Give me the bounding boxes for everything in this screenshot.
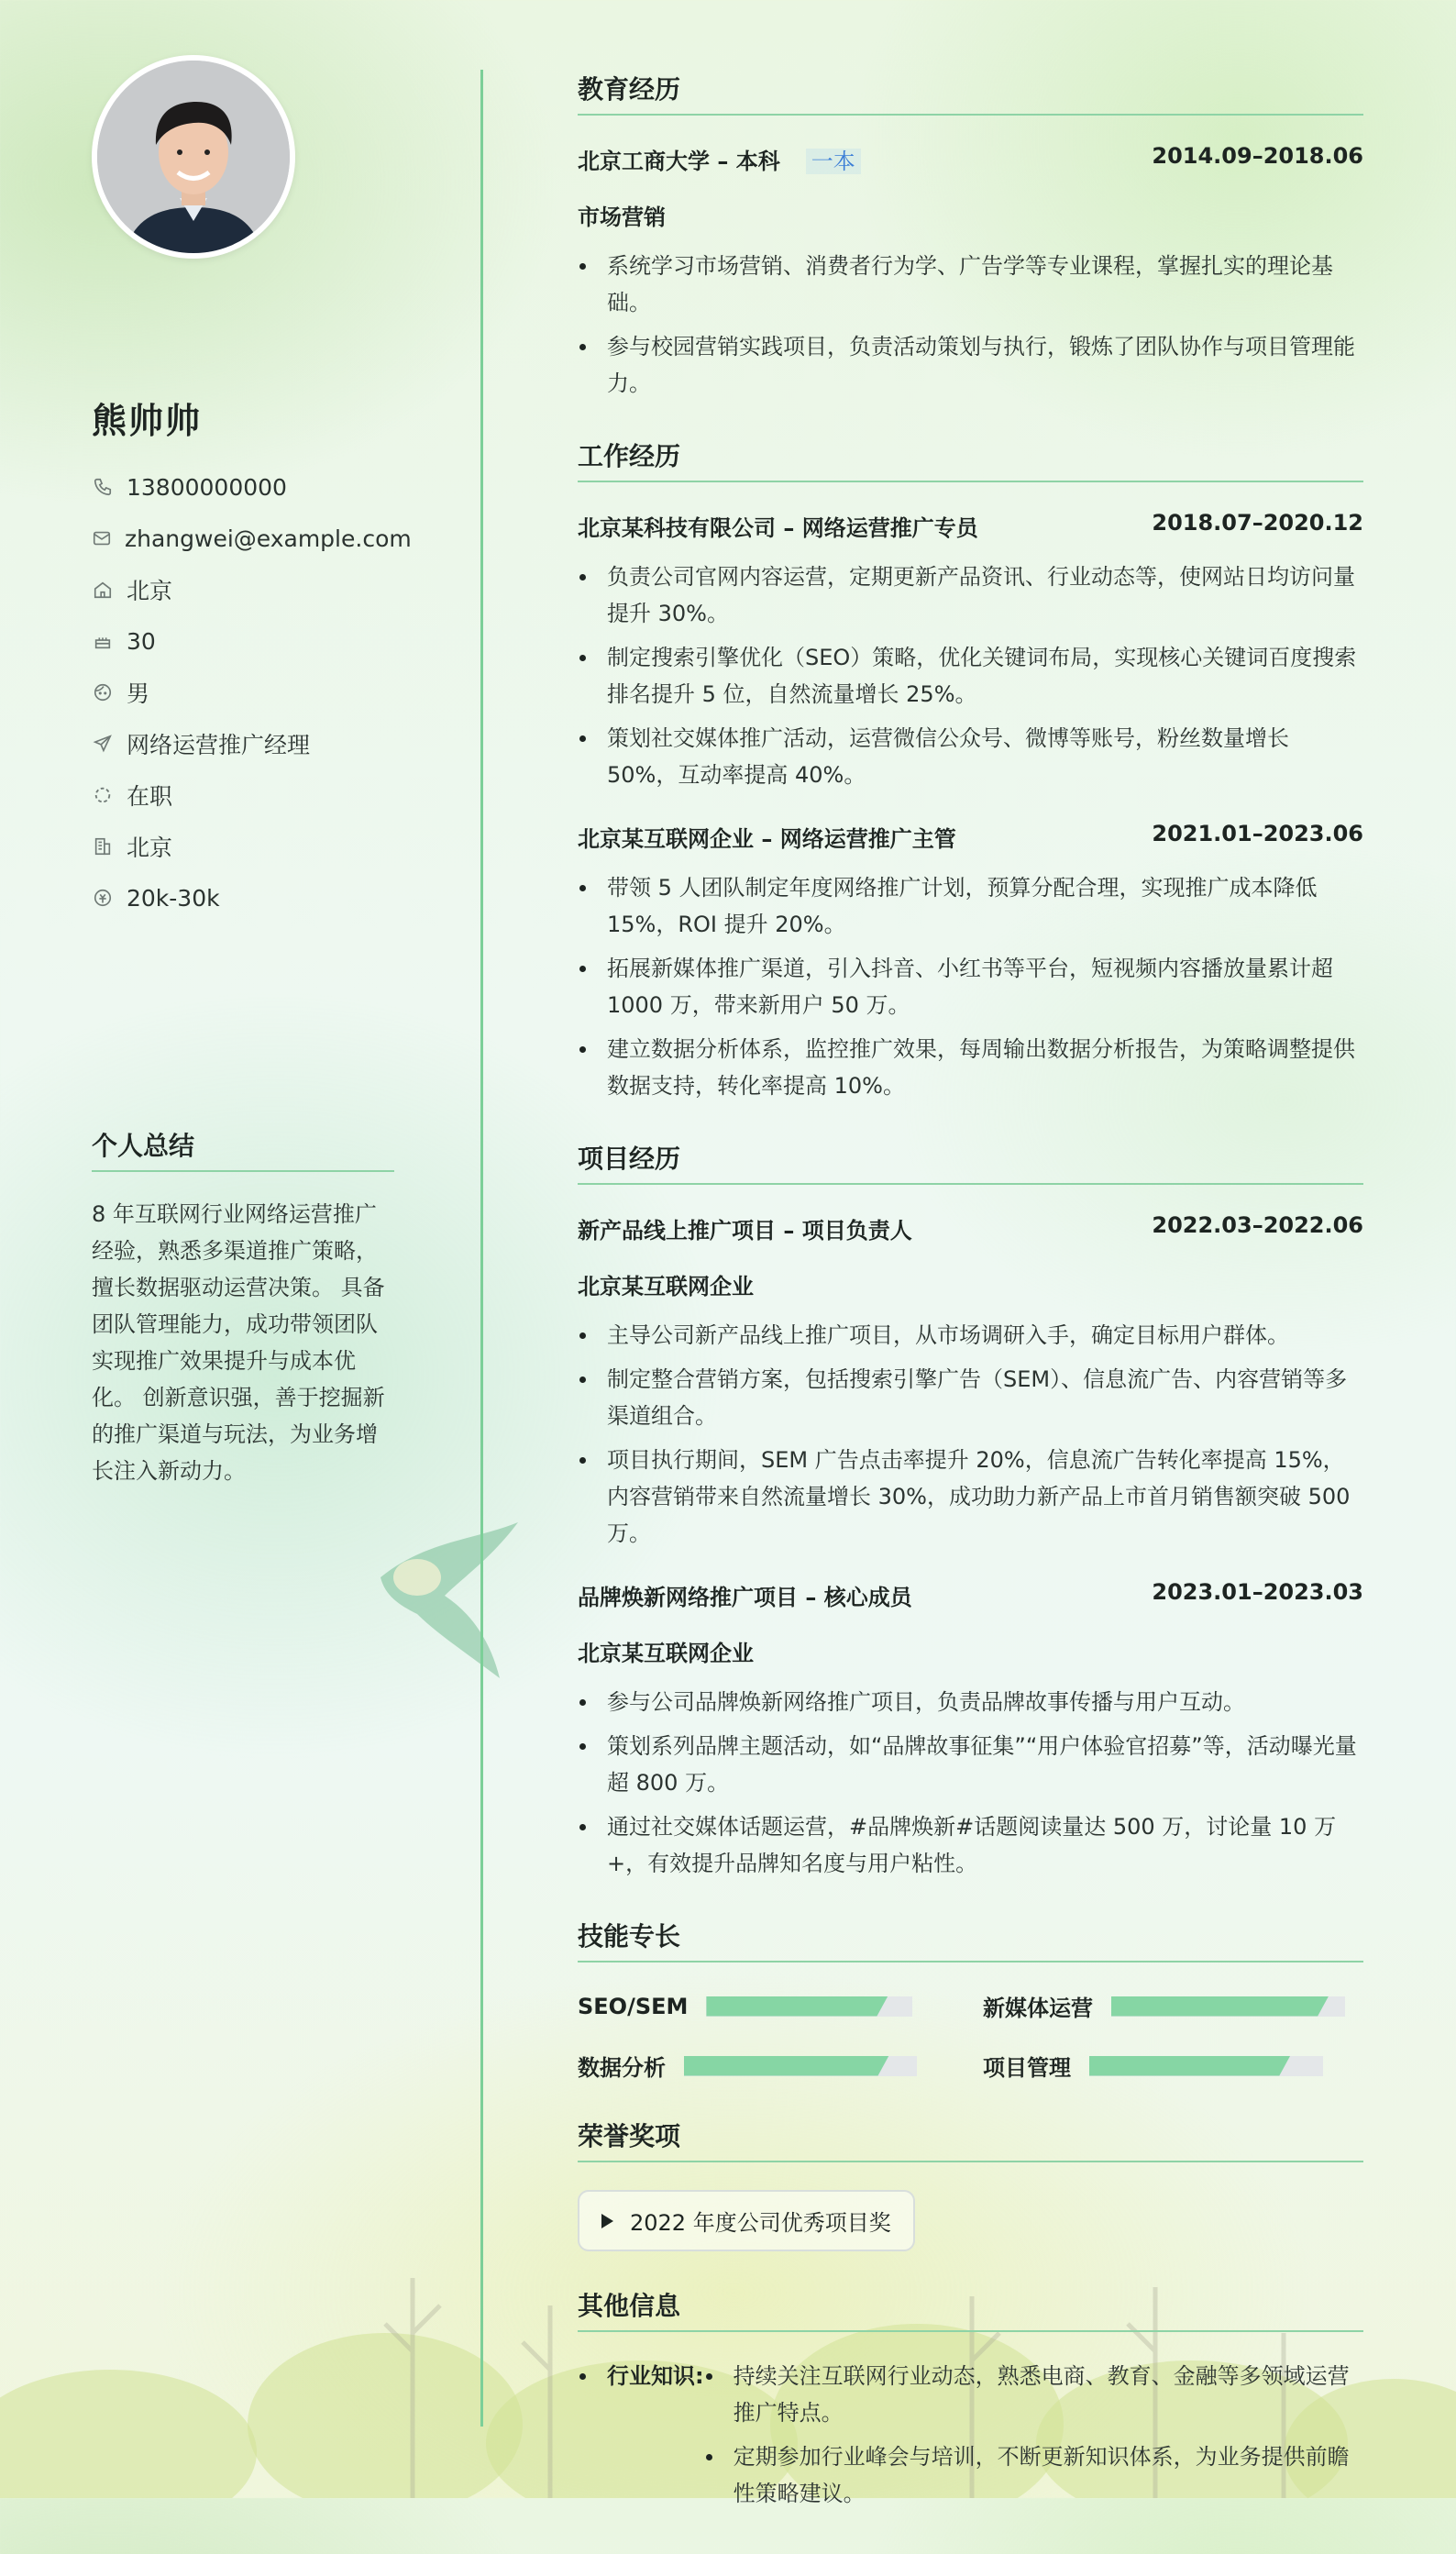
work-bullets <box>578 869 1363 1104</box>
project-bullets <box>578 1317 1363 1552</box>
list-item: 通过社交媒体话题运营，#品牌焕新#话题阅读量达 500 万，讨论量 10 万+，有效提升品牌知名度与用户粘性。 <box>578 1808 1363 1882</box>
skill-name: 项目管理 <box>983 2055 1071 2081</box>
contact-status <box>92 769 394 821</box>
salary-icon <box>92 887 114 909</box>
play-icon <box>601 2214 613 2228</box>
skill-bar <box>684 2056 917 2076</box>
summary-text: 8 年互联网行业网络运营推广经验，熟悉多渠道推广策略，擅长数据驱动运营决策。 具备团队管理能力，成功带领团队实现推广效果提升与成本优化。 创新意识强，善于挖掘新的推广渠道与玩法，为业务增长注入新动力。 <box>92 1201 385 1484</box>
contact-age <box>92 615 394 667</box>
project-date: 2023.01–2023.03 <box>1152 1579 1363 1605</box>
project-entry <box>578 1212 1363 1552</box>
list-item: 主导公司新产品线上推广项目，从市场调研入手，确定目标用户群体。 <box>578 1317 1363 1354</box>
summary-title: 个人总结 <box>92 1126 394 1172</box>
avatar <box>92 55 295 259</box>
other-title: 其他信息 <box>578 2286 1363 2332</box>
skill-bar-fill <box>706 1996 888 2017</box>
contact-city <box>92 821 394 872</box>
skill-bar-fill <box>684 2056 889 2076</box>
list-item: 参与校园营销实践项目，负责活动策划与执行，锻炼了团队协作与项目管理能力。 <box>578 328 1363 402</box>
status-icon <box>92 784 114 806</box>
project-head: 新产品线上推广项目 – 项目负责人 <box>578 1218 912 1244</box>
mail-icon <box>92 527 112 549</box>
education-section <box>578 70 1363 402</box>
work-head: 北京某互联网企业 – 网络运营推广主管 <box>578 826 956 852</box>
profile-name: 熊帅帅 <box>92 401 203 441</box>
work-date: 2018.07–2020.12 <box>1152 510 1363 536</box>
list-item: 参与公司品牌焕新网络推广项目，负责品牌故事传播与用户互动。 <box>578 1684 1363 1720</box>
skill-item <box>983 2050 1363 2082</box>
skill-name: 数据分析 <box>578 2055 666 2081</box>
email-text: zhangwei@example.com <box>125 525 412 552</box>
education-title: 教育经历 <box>578 70 1363 116</box>
skill-name: 新媒体运营 <box>983 1996 1093 2021</box>
age-text: 30 <box>127 627 156 655</box>
skill-bar <box>706 1996 912 2017</box>
work-entry <box>578 821 1363 1104</box>
list-item: 持续关注互联网行业动态，熟悉电商、教育、金融等多领域运营推广特点。 <box>704 2358 1363 2431</box>
awards-title: 荣誉奖项 <box>578 2117 1363 2162</box>
status-text: 在职 <box>127 783 173 810</box>
swallow-illustration <box>362 1504 564 1687</box>
skill-item <box>578 1990 983 2022</box>
skill-bar-fill <box>1089 2056 1290 2076</box>
project-entry <box>578 1579 1363 1882</box>
project-bullets <box>578 1684 1363 1882</box>
work-entry <box>578 510 1363 793</box>
list-item: 制定搜索引擎优化（SEO）策略，优化关键词布局，实现核心关键词百度搜索排名提升 5 位，自然流量增长 25%。 <box>578 639 1363 713</box>
work-section <box>578 437 1363 1104</box>
award-item[interactable] <box>578 2190 915 2251</box>
education-entry <box>578 143 1363 402</box>
skill-item <box>983 1990 1363 2022</box>
list-item: 建立数据分析体系，监控推广效果，每周输出数据分析报告，为策略调整提供数据支持，转化率提高 10%。 <box>578 1031 1363 1104</box>
list-item: 项目执行期间，SEM 广告点击率提升 20%，信息流广告转化率提高 15%，内容营销带来自然流量增长 30%，成功助力新产品上市首月销售额突破 500 万。 <box>578 1442 1363 1552</box>
list-item: 定期参加行业峰会与培训，不断更新知识体系，为业务提供前瞻性策略建议。 <box>704 2438 1363 2512</box>
location-text: 北京 <box>127 578 173 604</box>
contact-phone <box>92 461 394 513</box>
award-text: 2022 年度公司优秀项目奖 <box>630 2210 891 2236</box>
face-icon <box>92 681 114 703</box>
education-bullets <box>578 248 1363 402</box>
project-date: 2022.03–2022.06 <box>1152 1212 1363 1238</box>
project-company: 北京某互联网企业 <box>578 1274 754 1299</box>
contact-salary <box>92 872 394 923</box>
project-head: 品牌焕新网络推广项目 – 核心成员 <box>578 1585 912 1610</box>
project-company: 北京某互联网企业 <box>578 1641 754 1666</box>
work-head: 北京某科技有限公司 – 网络运营推广专员 <box>578 515 978 541</box>
list-item: 拓展新媒体推广渠道，引入抖音、小红书等平台，短视频内容播放量累计超 1000 万，带来新用户 50 万。 <box>578 950 1363 1023</box>
city-text: 北京 <box>127 835 173 861</box>
phone-text: 13800000000 <box>127 473 287 501</box>
person-portrait-icon <box>97 61 290 253</box>
school-tag: 一本 <box>806 149 861 174</box>
summary-section <box>92 1126 394 1489</box>
school-name: 北京工商大学 – 本科 <box>578 149 780 174</box>
skill-item <box>578 2050 983 2082</box>
skills-title: 技能专长 <box>578 1917 1363 1962</box>
list-item: 带领 5 人团队制定年度网络推广计划，预算分配合理，实现推广成本降低 15%，ROI 提升 20%。 <box>578 869 1363 943</box>
list-item: 制定整合营销方案，包括搜索引擎广告（SEM）、信息流广告、内容营销等多渠道组合。 <box>578 1361 1363 1434</box>
list-item: 策划系列品牌主题活动，如“品牌故事征集”“用户体验官招募”等，活动曝光量超 800 万。 <box>578 1728 1363 1801</box>
send-icon <box>92 733 114 755</box>
projects-section <box>578 1139 1363 1882</box>
education-major: 市场营销 <box>578 205 666 230</box>
work-title: 工作经历 <box>578 437 1363 482</box>
skill-bar-fill <box>1111 1996 1329 2017</box>
phone-icon <box>92 476 114 498</box>
education-date: 2014.09–2018.06 <box>1152 143 1363 169</box>
skill-bar <box>1111 1996 1345 2017</box>
skill-bar <box>1089 2056 1323 2076</box>
other-label: 行业知识: <box>578 2358 704 2519</box>
projects-title: 项目经历 <box>578 1139 1363 1185</box>
list-item: 系统学习市场营销、消费者行为学、广告学等专业课程，掌握扎实的理论基础。 <box>578 248 1363 321</box>
gender-text: 男 <box>127 680 150 707</box>
work-date: 2021.01–2023.06 <box>1152 821 1363 846</box>
contact-position <box>92 718 394 769</box>
work-bullets <box>578 558 1363 793</box>
contact-location <box>92 564 394 615</box>
main-content <box>578 70 1363 2554</box>
skill-name: SEO/SEM <box>578 1993 689 2019</box>
profile-sidebar <box>92 55 412 923</box>
column-divider <box>480 70 483 2427</box>
contact-list <box>92 461 412 923</box>
building-icon <box>92 835 114 857</box>
cake-icon <box>92 630 114 652</box>
contact-gender <box>92 667 394 718</box>
contact-email <box>92 513 412 564</box>
home-icon <box>92 579 114 601</box>
salary-text: 20k-30k <box>127 884 220 912</box>
position-text: 网络运营推广经理 <box>127 732 311 758</box>
list-item: 负责公司官网内容运营，定期更新产品资讯、行业动态等，使网站日均访问量提升 30%。 <box>578 558 1363 632</box>
other-section <box>578 2286 1363 2519</box>
awards-section <box>578 2117 1363 2251</box>
list-item: 策划社交媒体推广活动，运营微信公众号、微博等账号，粉丝数量增长 50%，互动率提高 40%。 <box>578 720 1363 793</box>
skills-section <box>578 1917 1363 2082</box>
other-bullets <box>704 2358 1363 2519</box>
